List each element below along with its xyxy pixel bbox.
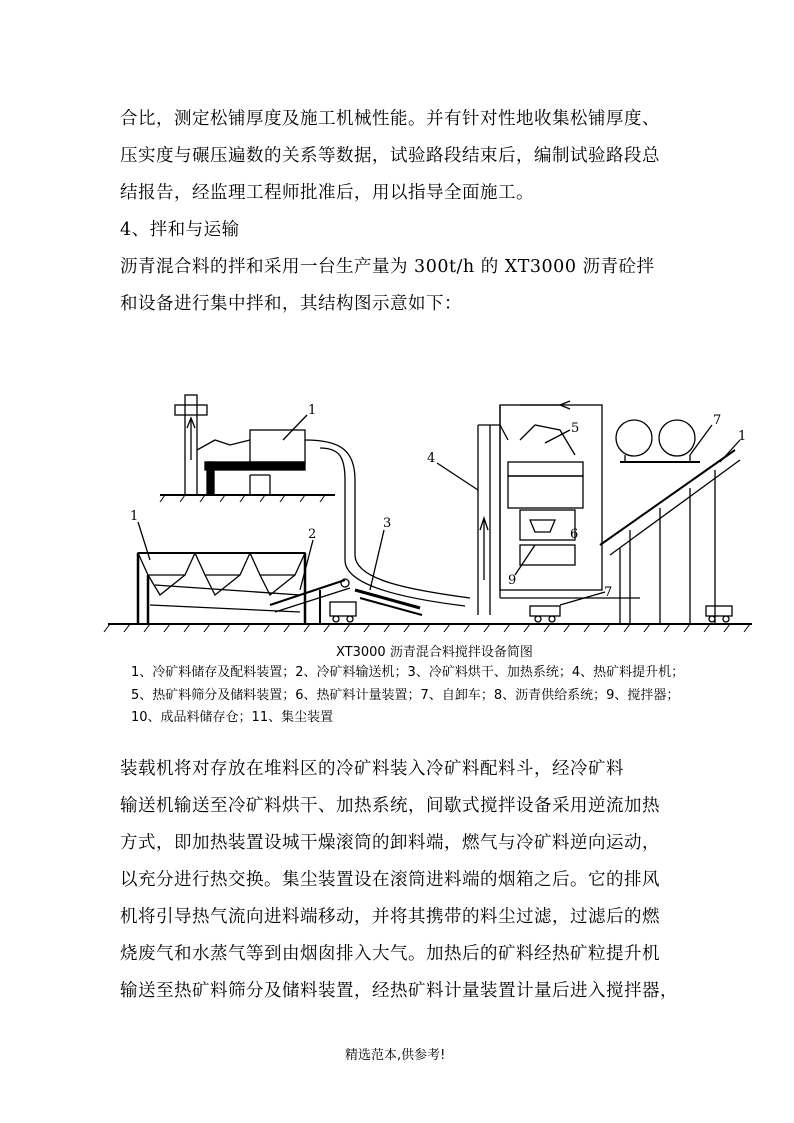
label-9: 9 <box>508 573 517 588</box>
body-line-2: 压实度与碾压遍数的关系等数据，试验路段结束后，编制试验路段总 <box>120 146 660 166</box>
body-line-3: 结报告，经监理工程师批准后，用以指导全面施工。 <box>120 183 534 203</box>
label-2: 2 <box>308 527 317 542</box>
body-line-1: 合比，测定松铺厚度及施工机械性能。并有针对性地收集松铺厚度、 <box>120 109 660 129</box>
label-5: 5 <box>571 421 580 436</box>
body-line-11: 机将引导热气流向进料端移动，并将其携带的料尘过滤，过滤后的燃 <box>120 907 660 927</box>
body-line-8: 输送机输送至冷矿料烘干、加热系统，间歇式搅拌设备采用逆流加热 <box>120 796 660 816</box>
body-line-9: 方式，即加热装置设城干燥滚筒的卸料端，燃气与冷矿料逆向运动， <box>120 833 660 853</box>
section-heading: 4、拌和与运输 <box>120 220 240 240</box>
body-line-5: 沥青混合料的拌和采用一台生产量为 300t/h 的 XT3000 沥青砼拌 <box>120 257 655 277</box>
body-line-13: 输送至热矿料筛分及储料装置，经热矿料计量装置计量后进入搅拌器， <box>120 981 678 1001</box>
figure-legend-line-3: 10、成品料储存仓；11、集尘装置 <box>131 710 334 725</box>
figure-legend-line-1: 1、冷矿料储存及配料装置；2、冷矿料输送机；3、冷矿料烘干、加热系统；4、热矿料提升机； <box>131 665 685 680</box>
body-line-6: 和设备进行集中拌和，其结构图示意如下： <box>120 294 462 314</box>
label-1-bins: 1 <box>130 509 139 524</box>
body-line-10: 以充分进行热交换。集尘装置设在滚筒进料端的烟箱之后。它的排风 <box>120 870 660 890</box>
label-1-right: 1 <box>738 429 747 444</box>
label-3: 3 <box>383 516 392 531</box>
figure-legend-line-2: 5、热矿料筛分及储料装置；6、热矿料计量装置；7、自卸车；8、沥青供给系统；9、搅拌器； <box>131 688 680 703</box>
body-line-7: 装载机将对存放在堆料区的冷矿料装入冷矿料配料斗，经冷矿料 <box>120 759 624 779</box>
figure-caption: XT3000 沥青混合料搅拌设备简图 <box>336 645 533 660</box>
label-4: 4 <box>427 451 436 466</box>
label-1-top: 1 <box>308 403 317 418</box>
label-7-bottom: 7 <box>604 585 613 600</box>
body-line-12: 烧废气和水蒸气等到由烟囱排入大气。加热后的矿料经热矿粒提升机 <box>120 944 660 964</box>
label-6: 6 <box>570 527 579 542</box>
page-footer: 精选范本,供参考! <box>345 1048 446 1063</box>
label-7-top: 7 <box>713 413 722 428</box>
